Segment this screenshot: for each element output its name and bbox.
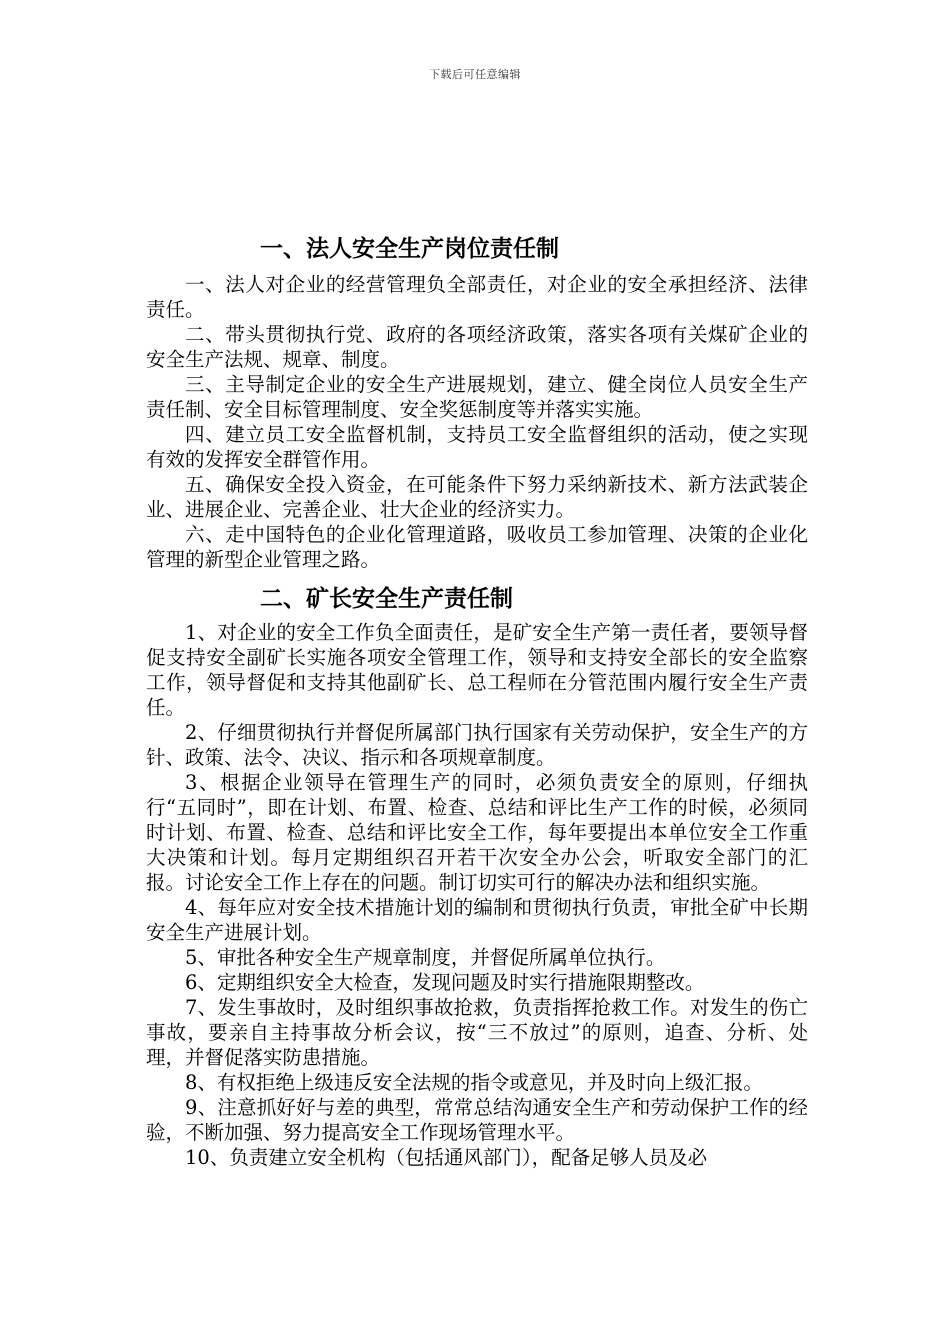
section-2-paragraph: 3、根据企业领导在管理生产的同时，必须负责安全的原则，仔细执行“五同时”，即在计划、布置、检查、总结和评比生产工作的时候，必须同时计划、布置、检查、总结和评比安全工作，每年要提出本单位安全工作重大决策和计划。每月定期组织召开若干次安全办公会，听取安全部门的汇报。讨论安全工作上存在的问题。制订切实可行的解决办法和组织实施。 [146, 771, 808, 894]
section-1-paragraph: 二、带头贯彻执行党、政府的各项经济政策，落实各项有关煤矿企业的安全生产法规、规章、制度。 [146, 323, 808, 371]
section-1-paragraph: 五、确保安全投入资金，在可能条件下努力采纳新技术、新方法武装企业、进展企业、完善企业、壮大企业的经济实力。 [146, 473, 808, 521]
document-body [146, 232, 808, 1170]
section-1-title: 一、法人安全生产岗位责任制 [260, 236, 559, 262]
section-2-paragraph: 1、对企业的安全工作负全面责任，是矿安全生产第一责任者，要领导督促支持安全副矿长实施各项安全管理工作，领导和支持安全部长的安全监察工作，领导督促和支持其他副矿长、总工程师在分管范围内履行安全生产责任。 [146, 621, 808, 719]
section-2-paragraph: 4、每年应对安全技术措施计划的编制和贯彻执行负责，审批全矿中长期安全生产进展计划。 [146, 896, 808, 944]
section-1-paragraph: 四、建立员工安全监督机制，支持员工安全监督组织的活动，使之实现有效的发挥安全群管作用。 [146, 423, 808, 471]
section-2-paragraph: 7、发生事故时，及时组织事故抢救，负责指挥抢救工作。对发生的伤亡事故，要亲自主持事故分析会议，按“三不放过”的原则，追查、分析、处理，并督促落实防患措施。 [146, 996, 808, 1069]
section-2-body [146, 620, 808, 1170]
section-2-paragraph: 8、有权拒绝上级违反安全法规的指令或意见，并及时向上级汇报。 [185, 1071, 763, 1094]
section-2-paragraph: 2、仔细贯彻执行并督促所属部门执行国家有关劳动保护，安全生产的方针、政策、法令、决议、指示和各项规章制度。 [146, 721, 808, 769]
section-1-paragraph: 一、法人对企业的经营管理负全部责任，对企业的安全承担经济、法律责任。 [146, 273, 808, 321]
section-2-paragraph: 6、定期组织安全大检查，发现问题及时实行措施限期整改。 [185, 971, 705, 994]
section-1-body [146, 272, 808, 572]
section-2-paragraph: 9、注意抓好好与差的典型，常常总结沟通安全生产和劳动保护工作的经验，不断加强、努力提高安全工作现场管理水平。 [146, 1096, 808, 1144]
section-1-paragraph: 三、主导制定企业的安全生产进展规划，建立、健全岗位人员安全生产责任制、安全目标管理制度、安全奖惩制度等并落实实施。 [146, 373, 808, 421]
section-2-paragraph: 5、审批各种安全生产规章制度，并督促所属单位执行。 [185, 946, 666, 969]
header-note: 下载后可任意编辑 [429, 68, 521, 81]
section-1-paragraph: 六、走中国特色的企业化管理道路，吸收员工参加管理、决策的企业化管理的新型企业管理之路。 [146, 523, 808, 571]
section-2-title: 二、矿长安全生产责任制 [260, 586, 513, 612]
section-2-paragraph: 10、负责建立安全机构（包括通风部门），配备足够人员及必 [185, 1146, 708, 1169]
